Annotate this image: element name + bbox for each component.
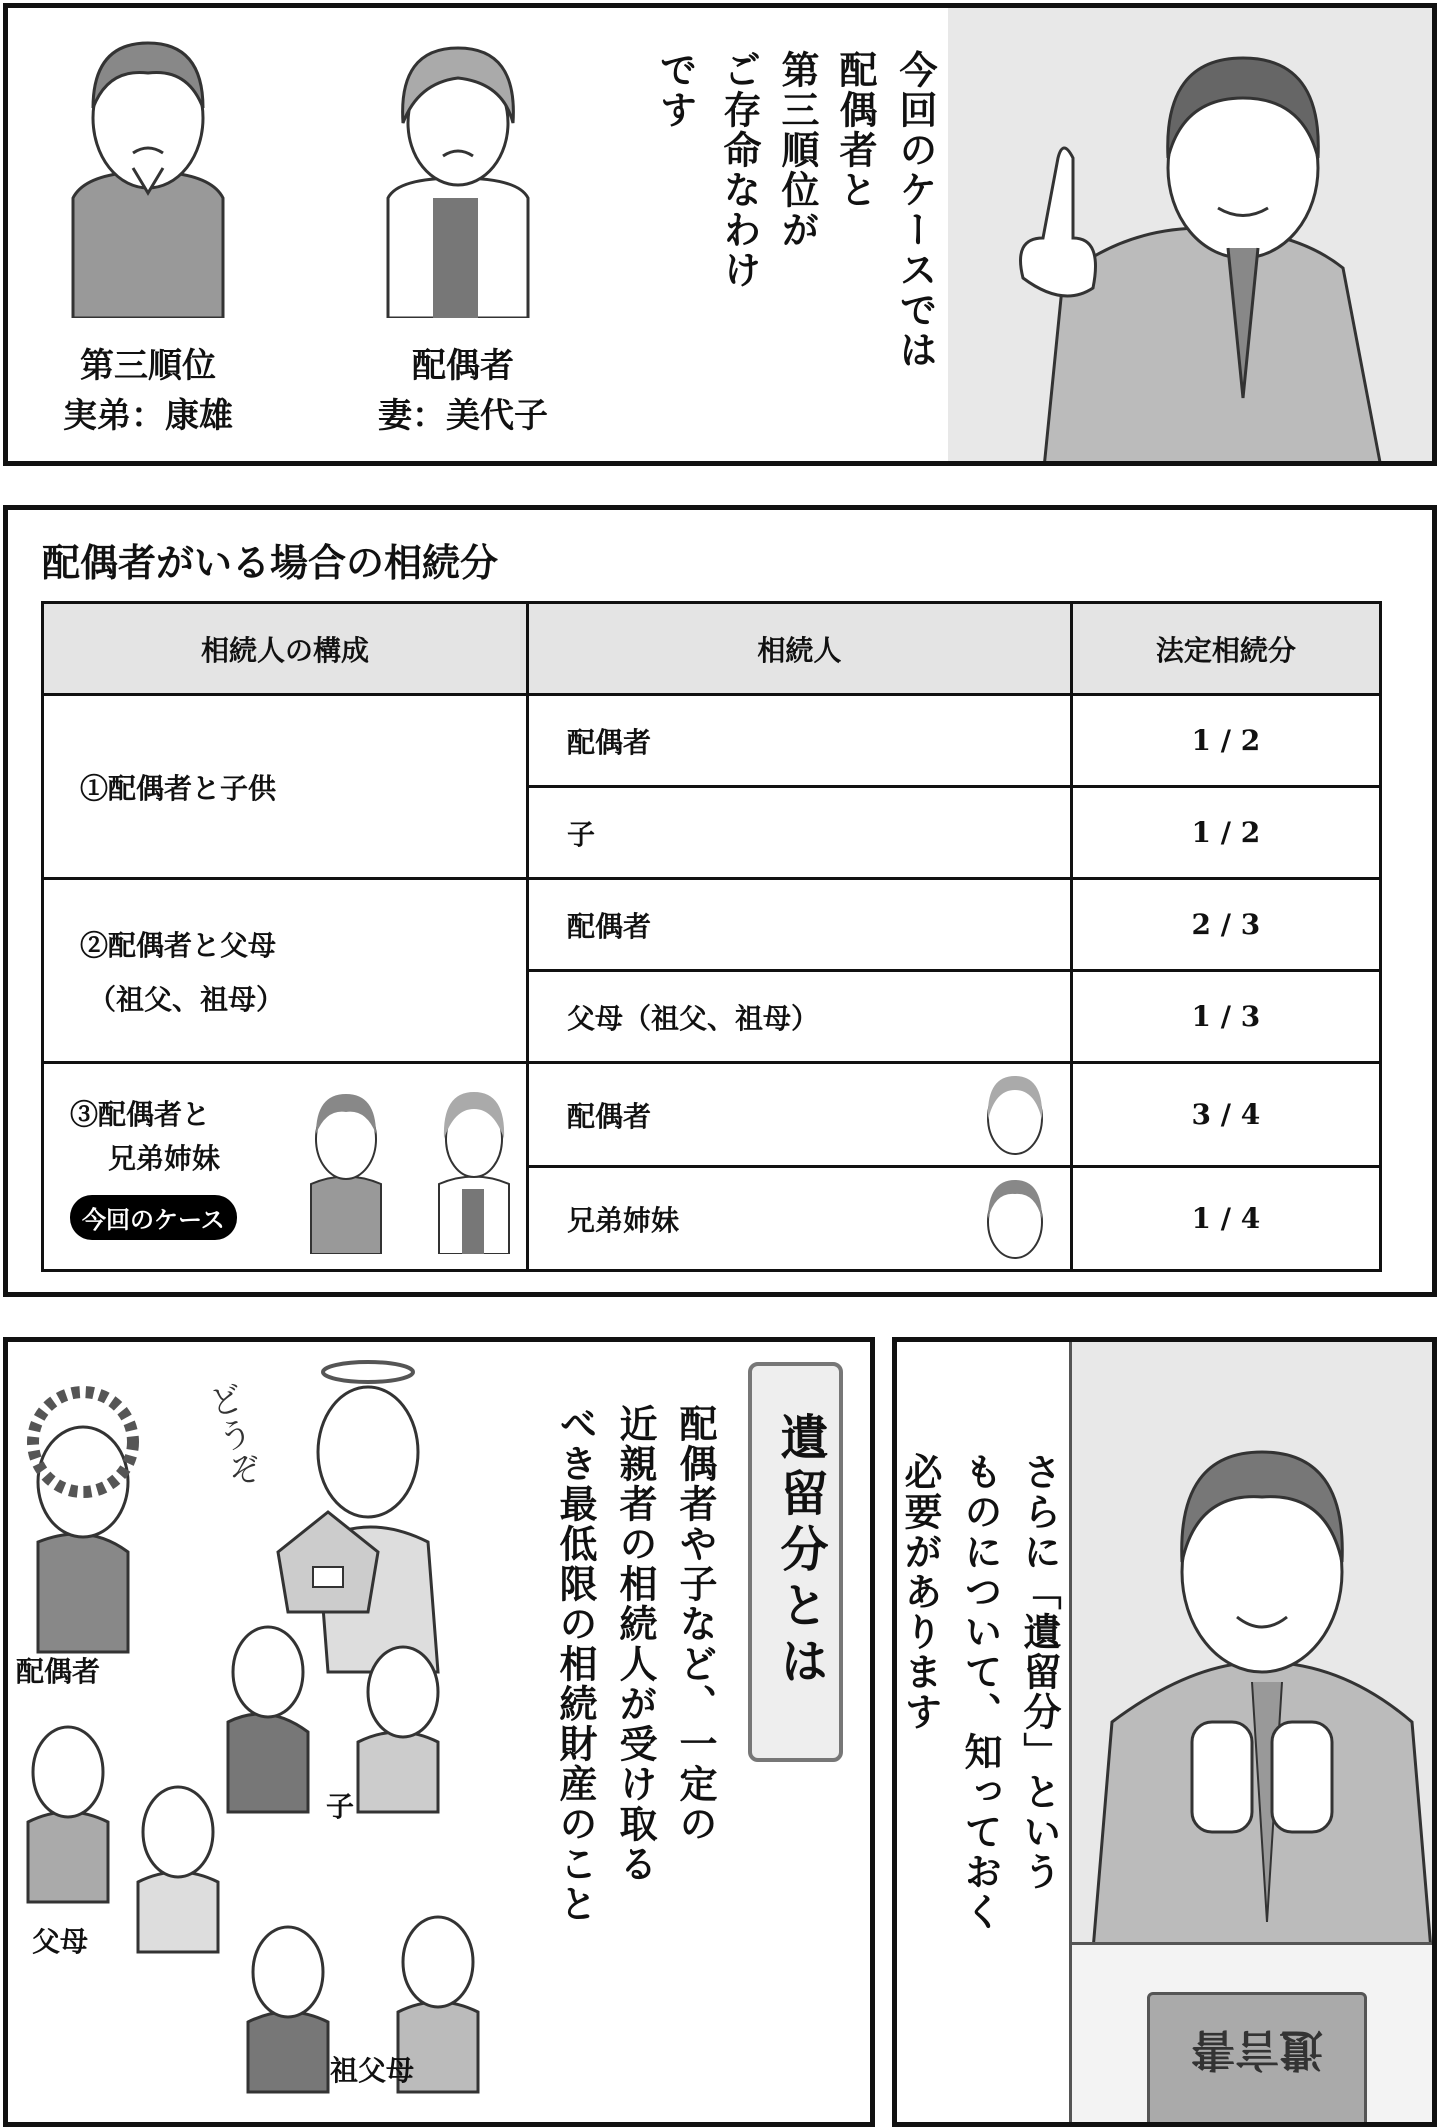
group-cell	[43, 879, 528, 1063]
wife-thumbnail	[434, 1084, 514, 1254]
share-cell: 1 / 2	[1071, 695, 1380, 787]
heir-cell	[527, 1167, 1071, 1271]
table-title: 配偶者がいる場合の相続分	[42, 540, 499, 585]
speech-line-5: です	[653, 50, 698, 130]
group-label: ①配偶者と子供	[80, 771, 277, 805]
group-sublabel: 兄弟姉妹	[108, 1142, 221, 1175]
speech-line-1: 今回のケースでは	[893, 50, 938, 370]
speech-line-4: ご存命なわけ	[717, 50, 762, 290]
heir-cell: 子	[527, 787, 1071, 879]
lawyer-illustration	[1003, 38, 1437, 466]
speech-line-3: 必要があります	[898, 1452, 943, 1732]
current-case-badge: 今回のケース	[70, 1195, 237, 1240]
table-row	[43, 1063, 1381, 1167]
table-row	[43, 879, 1381, 971]
definition-title: 遺留分とは	[772, 1412, 828, 1692]
label-spouse: 配偶者	[16, 1655, 101, 1688]
speech-line-3: 第三順位が	[775, 50, 820, 250]
share-cell: 1 / 2	[1071, 787, 1380, 879]
sfx-douzo: どうぞ	[198, 1378, 266, 1494]
definition-line-2: 近親者の相続人が受け取る	[613, 1404, 658, 1884]
brother-illustration	[63, 28, 233, 318]
share-cell: 3 / 4	[1071, 1063, 1380, 1167]
wife-face-icon	[980, 1070, 1050, 1160]
heir-cell: 配偶者	[527, 879, 1071, 971]
share-cell: 2 / 3	[1071, 879, 1380, 971]
table-header-row	[43, 603, 1381, 695]
heir-cell: 配偶者	[527, 695, 1071, 787]
heir-label: 配偶者	[566, 1099, 651, 1133]
panel-iryubun-definition	[3, 1337, 875, 2127]
header-composition: 相続人の構成	[43, 603, 528, 695]
wife-illustration	[378, 38, 538, 318]
panel-intro	[3, 3, 1437, 466]
group-sublabel: （祖父、祖母）	[88, 982, 285, 1016]
lawyer-illustration	[1072, 1402, 1437, 1962]
brother-thumbnail	[306, 1084, 386, 1254]
header-legal-share: 法定相続分	[1071, 603, 1380, 695]
brother-role-label: 第三順位	[80, 346, 216, 386]
speech-line-2: ものについて、知っておく	[958, 1452, 1003, 1932]
speech-line-2: 配偶者と	[833, 50, 878, 210]
will-book-title: 遺言書	[1191, 2024, 1323, 2075]
panel-lawyer-explains	[892, 1337, 1437, 2127]
heir-cell: 父母（祖父、祖母）	[527, 971, 1071, 1063]
inheritance-share-table	[41, 601, 1382, 1272]
wife-role-label: 配偶者	[412, 346, 514, 386]
group-cell	[43, 1063, 528, 1271]
group-label: ②配偶者と父母	[80, 928, 277, 962]
heir-cell	[527, 1063, 1071, 1167]
speech-line-1: さらに「遺留分」という	[1017, 1452, 1062, 1892]
brother-face-icon	[980, 1174, 1050, 1264]
definition-line-1: 配偶者や子など、一定の	[673, 1404, 718, 1844]
group-label: ③配偶者と	[70, 1098, 211, 1131]
header-heir: 相続人	[527, 603, 1071, 695]
family-illustration	[8, 1342, 528, 2122]
table-row	[43, 695, 1381, 787]
share-cell: 1 / 3	[1071, 971, 1380, 1063]
label-child: 子	[326, 1790, 355, 1823]
label-grandparents: 祖父母	[330, 2054, 415, 2087]
label-parents: 父母	[32, 1925, 89, 1958]
wife-name-label: 妻：美代子	[378, 396, 548, 436]
definition-line-3: べき最低限の相続財産のこと	[553, 1404, 598, 1924]
brother-name-label: 実弟：康雄	[63, 396, 233, 436]
group-cell	[43, 695, 528, 879]
heir-label: 兄弟姉妹	[566, 1203, 679, 1237]
share-cell: 1 / 4	[1071, 1167, 1380, 1271]
